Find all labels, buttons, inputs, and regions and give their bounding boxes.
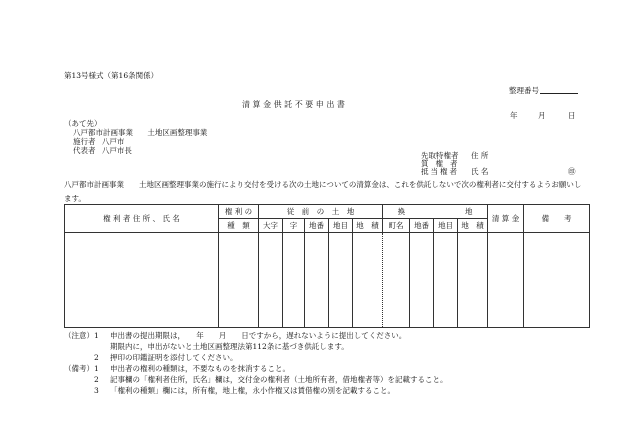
applicant-name-label: 氏 名	[471, 167, 489, 176]
addressee-implementer-label: 施行者	[73, 137, 96, 146]
cell-remarks[interactable]	[524, 233, 590, 328]
addressee-project: 八戸都市計画事業	[73, 128, 133, 137]
header-new-lot-number: 地番	[410, 219, 434, 233]
table-header-row-1	[65, 205, 590, 219]
note-1	[64, 332, 406, 340]
header-aza: 字	[283, 219, 305, 233]
note-1-number: 1	[94, 331, 99, 340]
applicant-role-preferential: 先取特権者	[421, 151, 459, 160]
table-row	[65, 233, 590, 328]
remark-3-number: 3	[94, 386, 99, 395]
header-right-type-top: 権 利 の	[219, 205, 259, 219]
addressee-line2	[73, 138, 124, 146]
remark-2-number: 2	[94, 375, 99, 384]
seal-mark: ㊞	[568, 167, 576, 176]
cell-former-lot-number[interactable]	[305, 233, 329, 328]
remark-1	[64, 365, 290, 373]
addressee-prefix: （あて先）	[64, 119, 102, 128]
request-body-text: 八戸都市計画事業 土地区画整理事業の施行により交付を受ける次の土地についての清算金は、これを供託しないで次の権利者に交付するようお願いします。	[64, 180, 582, 203]
addressee-line1	[73, 129, 207, 137]
addressee-line3	[73, 147, 132, 155]
date-year: 年	[510, 111, 518, 120]
cell-new-land-category[interactable]	[434, 233, 458, 328]
header-right-type-bottom: 種 類	[219, 219, 259, 233]
note-2-text: 押印の印鑑証明を添付してください。	[110, 353, 238, 362]
header-settlement-amount: 清 算 金	[488, 205, 524, 233]
header-former-area: 地 積	[353, 219, 383, 233]
cell-town-name[interactable]	[383, 233, 410, 328]
applicant-address-label: 住 所	[471, 151, 489, 160]
cell-aza[interactable]	[283, 233, 305, 328]
header-former-land: 従 前 の 土 地	[259, 205, 383, 219]
addressee-representative-label: 代表者	[73, 146, 96, 155]
cell-oaza[interactable]	[259, 233, 283, 328]
cell-new-lot-number[interactable]	[410, 233, 434, 328]
remark-2	[64, 376, 448, 384]
remark-1-text: 申出者の権利の種類は，不要なものを抹消すること。	[110, 364, 290, 373]
cell-former-land-category[interactable]	[329, 233, 353, 328]
remark-3-text: 「権利の種類」欄には，所有権，地上権，永小作権又は賃借権の別を記載すること。	[110, 386, 395, 395]
cell-right-type[interactable]	[219, 233, 259, 328]
note-2-number: 2	[94, 353, 99, 362]
addressee-representative: 八戸市長	[101, 146, 132, 155]
date-day: 日	[568, 111, 576, 120]
header-holder-address-name: 権 利 者 住 所 、 氏 名	[65, 205, 219, 233]
header-replotted-land: 換 地	[383, 205, 488, 219]
note-1-text: 申出書の提出期限は， 年 月 日ですから，遅れないように提出してください。	[110, 331, 407, 340]
header-oaza: 大字	[259, 219, 283, 233]
header-former-land-category: 地目	[329, 219, 353, 233]
addressee-implementer: 八戸市	[101, 137, 125, 146]
notes-remarks-label: （備考）	[64, 364, 94, 373]
cell-settlement-amount[interactable]	[488, 233, 524, 328]
page-title: 清 算 金 供 託 不 要 申 出 書	[242, 100, 345, 109]
remark-3	[64, 387, 395, 395]
reference-number-label: 整理番号	[509, 86, 539, 95]
header-new-area: 地 積	[458, 219, 488, 233]
reference-number-blank	[540, 93, 578, 94]
applicant-role-pledge: 質権者	[421, 159, 465, 168]
remark-2-text: 記事欄の「権利者住所，氏名」欄は，交付金の権利者（土地所有者，借地権者等）を記載すること。	[110, 375, 448, 384]
land-rights-table	[64, 204, 590, 328]
cell-holder[interactable]	[65, 233, 219, 328]
header-remarks: 備 考	[524, 205, 590, 233]
reference-number-field[interactable]	[509, 87, 578, 95]
header-new-land-category: 地目	[434, 219, 458, 233]
header-former-lot-number: 地番	[305, 219, 329, 233]
note-2	[64, 354, 238, 362]
header-town-name: 町名	[383, 219, 410, 233]
addressee-project-type: 土地区画整理事業	[147, 128, 208, 137]
remark-1-number: 1	[94, 364, 99, 373]
cell-former-area[interactable]	[353, 233, 383, 328]
date-month: 月	[538, 111, 546, 120]
applicant-role-mortgage: 抵当権者	[421, 167, 459, 176]
cell-new-area[interactable]	[458, 233, 488, 328]
form-number: 第13号様式（第16条関係）	[64, 71, 159, 80]
notes-caution-label: （注意）	[64, 331, 94, 340]
note-1-continued: 期限内に，申出がないと土地区画整理法第112条に基づき供託します。	[110, 342, 349, 351]
